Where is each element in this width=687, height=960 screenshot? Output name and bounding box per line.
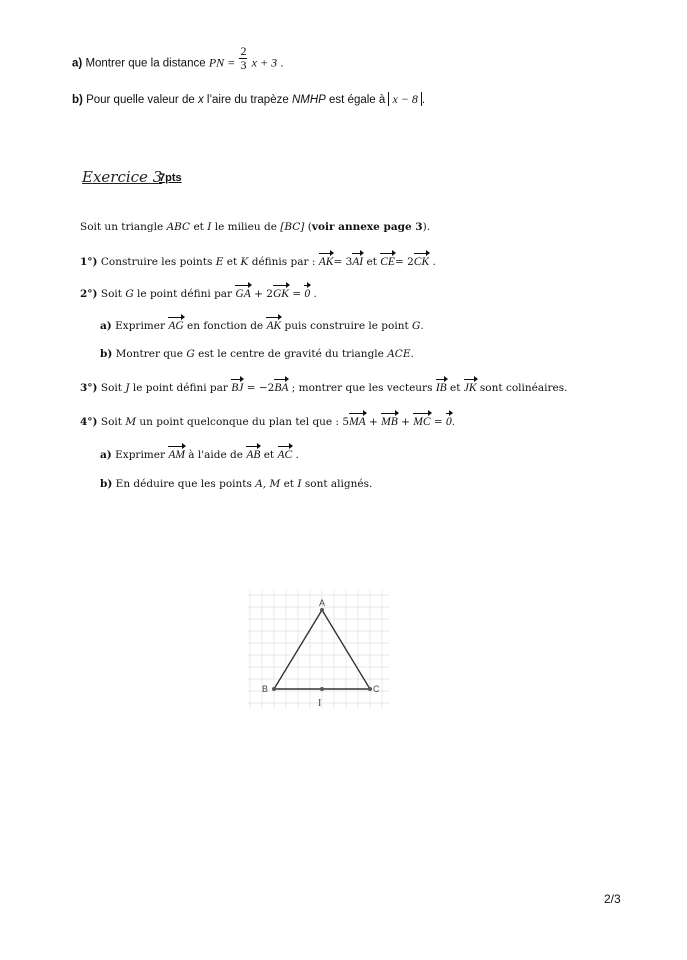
question-4b — [100, 477, 372, 491]
item-label: b) — [72, 94, 83, 106]
vector: CK — [414, 252, 429, 269]
vector: AG — [168, 316, 183, 333]
question-1 — [80, 252, 436, 269]
text: En déduire que les points — [115, 478, 252, 490]
label-b: B — [262, 684, 269, 694]
text: est le centre de gravité du triangle — [198, 348, 384, 360]
punctuation: . — [432, 256, 436, 268]
operator: + — [369, 416, 378, 428]
text: Soit un triangle — [80, 221, 164, 233]
fraction — [239, 45, 247, 72]
math-points: A, M — [255, 478, 281, 490]
vector: MC — [413, 412, 430, 429]
punctuation: . — [410, 348, 414, 360]
text: le point défini par — [137, 288, 233, 300]
math-triangle: ACE — [387, 348, 411, 360]
vector: AK — [319, 252, 334, 269]
vector: MA — [349, 412, 366, 429]
question-2 — [80, 284, 317, 301]
question-4a — [100, 445, 299, 462]
text: Construire les points — [100, 256, 213, 268]
punctuation: . — [420, 320, 424, 332]
zero-vector: 0 — [304, 284, 310, 301]
text: Soit — [100, 416, 122, 428]
label-c: C — [373, 684, 380, 694]
operator: = — [292, 288, 302, 300]
vector: AB — [246, 445, 260, 462]
zero-vector: 0 — [446, 412, 452, 429]
math-variable: x — [197, 94, 204, 106]
math-point: I — [297, 478, 302, 490]
math-lhs: PN = — [208, 55, 236, 70]
punctuation: . — [295, 449, 299, 461]
text: un point quelconque du plan tel que : — [139, 416, 340, 428]
question-text: l’aire du trapèze — [206, 94, 289, 106]
exercise-title: Exercice 3 — [82, 168, 163, 186]
question-text: Pour quelle valeur de — [86, 94, 195, 106]
operator: + — [401, 416, 410, 428]
page-number: 2/3 — [604, 892, 621, 906]
math-shape-name: NMHP — [291, 94, 326, 106]
math-point: M — [125, 416, 137, 428]
vector: AK — [266, 316, 281, 333]
text: à l'aide de — [188, 449, 243, 461]
punctuation: . — [421, 94, 426, 106]
text: sont colinéaires. — [479, 382, 568, 394]
punctuation: . — [280, 57, 284, 70]
text: le milieu de — [214, 221, 277, 233]
text: le point défini par — [132, 382, 228, 394]
exercise-intro — [80, 220, 430, 234]
fraction-denominator: 3 — [240, 58, 247, 72]
annex-reference: voir annexe page 3 — [311, 221, 423, 233]
question-2a — [100, 316, 424, 333]
question-b-trapeze — [72, 92, 425, 107]
question-text: Montrer que la distance — [85, 57, 206, 70]
point-b — [272, 687, 276, 691]
text: et — [366, 256, 377, 268]
text: ; montrer que les vecteurs — [291, 382, 433, 394]
vector: IB — [436, 378, 447, 395]
point-c — [368, 687, 372, 691]
operator: = 2 — [394, 256, 414, 268]
vector: BJ — [231, 378, 243, 395]
math-point: G — [186, 348, 195, 360]
item-label: 2°) — [80, 288, 98, 300]
vector: GA — [235, 284, 250, 301]
triangle-figure — [248, 590, 393, 710]
operator: = — [433, 416, 443, 428]
text: et — [283, 478, 295, 490]
fraction-numerator: 2 — [240, 44, 247, 58]
vector: AC — [278, 445, 293, 462]
item-label: 4°) — [80, 416, 98, 428]
vector: GK — [273, 284, 289, 301]
question-2b — [100, 347, 414, 361]
absolute-value: x − 8 — [388, 92, 421, 106]
vector: AI — [352, 252, 363, 269]
question-3 — [80, 378, 567, 395]
question-4 — [80, 412, 455, 429]
math-point: G — [412, 320, 421, 332]
question-a-distance — [72, 44, 284, 72]
text: sont alignés. — [304, 478, 373, 490]
coefficient: 5 — [342, 416, 350, 428]
item-label: a) — [100, 320, 112, 332]
item-label: b) — [100, 348, 113, 360]
math-rhs: x + 3 — [251, 55, 278, 70]
vector: BA — [274, 378, 288, 395]
item-label: 1°) — [80, 256, 98, 268]
text: ). — [422, 221, 431, 233]
text: Exprimer — [115, 320, 165, 332]
punctuation: . — [313, 288, 317, 300]
math-point: J — [125, 382, 130, 394]
math-point: G — [125, 288, 134, 300]
text: définis par : — [251, 256, 316, 268]
text: Soit — [100, 382, 122, 394]
text: Exprimer — [115, 449, 165, 461]
text: et — [450, 382, 461, 394]
vector: JK — [464, 378, 477, 395]
text: ( — [307, 221, 312, 233]
text: et — [226, 256, 238, 268]
operator: = −2 — [246, 382, 275, 394]
exercise-points: 7pts — [159, 172, 182, 184]
math-triangle: ABC — [166, 221, 191, 233]
label-i: I — [318, 698, 322, 709]
text: Montrer que — [115, 348, 183, 360]
vector: CE — [380, 252, 395, 269]
question-text: est égale à — [329, 94, 386, 106]
math-point: K — [240, 256, 249, 268]
point-a — [320, 608, 324, 612]
point-i — [320, 687, 324, 691]
vector: AM — [168, 445, 185, 462]
vector: MB — [381, 412, 398, 429]
item-label: 3°) — [80, 382, 98, 394]
text: et — [193, 221, 204, 233]
text: Soit — [100, 288, 122, 300]
punctuation: . — [451, 416, 456, 428]
operator: + 2 — [254, 288, 273, 300]
math-segment: [BC] — [280, 221, 305, 233]
operator: = 3 — [333, 256, 353, 268]
item-label: a) — [72, 57, 83, 70]
math-point: E — [215, 256, 224, 268]
text: en fonction de — [187, 320, 264, 332]
item-label: b) — [100, 478, 113, 490]
text: et — [263, 449, 275, 461]
item-label: a) — [100, 449, 112, 461]
label-a: A — [319, 598, 326, 608]
text: puis construire le point — [284, 320, 409, 332]
math-point: I — [207, 221, 212, 233]
